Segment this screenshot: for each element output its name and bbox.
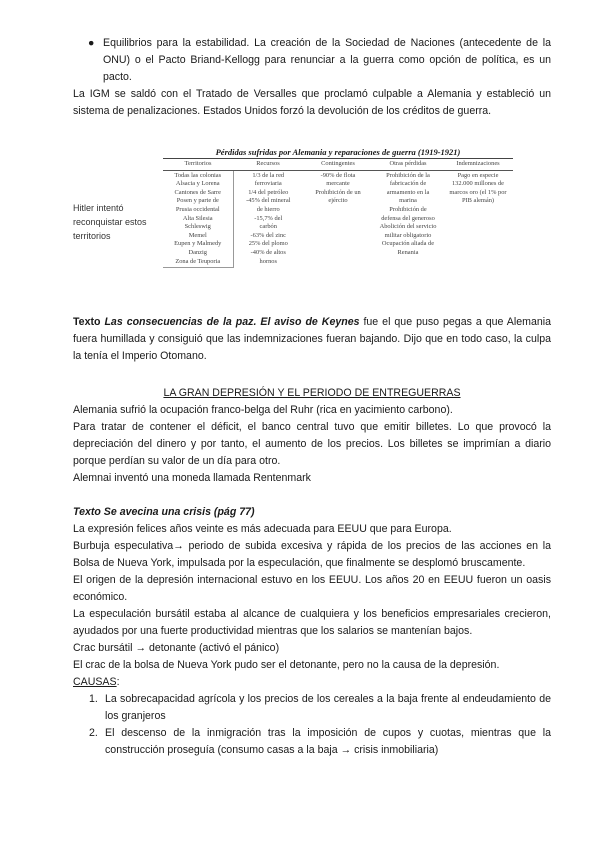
table-cell-line: 132.000 millones de xyxy=(451,180,504,188)
table-cell-line: Pago en especie xyxy=(457,171,499,179)
causas-label xyxy=(73,674,551,691)
table-header: Otras pérdidas xyxy=(373,159,443,170)
causas-word: CAUSAS xyxy=(73,676,117,688)
paragraph: Burbuja especulativa→ periodo de subida excesiva y rápida de los precios de las acciones en la Bolsa de Nueva York, impulsada por la especulación, que finalmente se desplomó bruscamente. xyxy=(73,540,551,569)
table-cell-line: Posen y parte de xyxy=(176,197,219,205)
table-cell-line: Abolición del servicio xyxy=(379,223,437,231)
table-header: Recursos xyxy=(233,159,303,170)
table-cell-line: Alsacia y Lorena xyxy=(175,180,220,188)
keynes-label-prefix: Texto xyxy=(73,316,105,328)
table-cell-line: armamento en la xyxy=(386,188,430,196)
paragraph: Alemania sufrió la ocupación franco-belga del Ruhr (rica en yacimiento carbono). xyxy=(73,404,453,416)
col-territorios xyxy=(163,170,233,268)
table-cell-line: -63% del zinc xyxy=(250,231,286,239)
table-cell-line: PIB alemán) xyxy=(461,197,495,205)
table-cell-line: Prohibición de la xyxy=(386,171,430,179)
reparations-table xyxy=(163,146,513,268)
table-cell-line: -15,7% del xyxy=(254,214,283,222)
causa-text: La sobrecapacidad agrícola y los precios de los cereales a la baja frente al endeudamiento de los granjeros xyxy=(105,693,551,722)
paragraph-keynes xyxy=(73,314,551,365)
table-cell-line: 25% del plomo xyxy=(248,240,288,248)
paragraph: La expresión felices años veinte es más adecuada para EEUU que para Europa. xyxy=(73,523,452,535)
paragraph: El crac de la bolsa de Nueva York pudo ser el detonante, pero no la causa de la depresión. xyxy=(73,659,500,671)
table-grid xyxy=(163,159,513,268)
bullet-item xyxy=(73,35,551,86)
paragraph-igm: La IGM se saldó con el Tratado de Versalles que proclamó culpable a Alemania y estableció un sistema de penalizaciones. Estados Unidos forzó la devolución de los créditos de guerra. xyxy=(73,88,551,117)
table-cell-line: ferroviaria xyxy=(254,180,282,188)
table-cell-line: Memel xyxy=(188,231,207,239)
paragraph: Crac bursátil → detonante (activó el pánico) xyxy=(73,642,280,654)
crisis-title: Texto Se avecina una crisis (pág 77) xyxy=(73,506,255,518)
table-cell-line: Eupen y Malmedy xyxy=(174,240,222,248)
table-cell-line: Cantones de Sarre xyxy=(174,188,221,196)
table-cell-line: Schleswig xyxy=(184,223,211,231)
table-cell-line: marcos oro (el 1% por xyxy=(449,188,507,196)
paragraph: El origen de la depresión internacional estuvo en los EEUU. Los años 20 en EEUU fueron un oasis económico. xyxy=(73,574,551,603)
table-cell-line: -45% del mineral xyxy=(246,197,291,205)
keynes-label-title: Las consecuencias de la paz. El aviso de Keynes xyxy=(104,316,360,328)
causa-number: 1. xyxy=(89,693,98,705)
document-page xyxy=(73,35,551,759)
table-cell-line: Prohibición de xyxy=(389,205,427,213)
figure-table xyxy=(73,146,551,296)
col-recursos xyxy=(233,170,303,268)
paragraph: La especulación bursátil estaba al alcance de cualquiera y los beneficios empresariales crecieron, ayudados por una fuerte productividad mientras que los salarios se mantenían bajos. xyxy=(73,608,551,637)
causa-number: 2. xyxy=(89,727,98,739)
table-title: Pérdidas sufridas por Alemania y reparaciones de guerra (1919-1921) xyxy=(163,146,513,159)
bullet-text: Equilibrios para la estabilidad. La creación de la Sociedad de Naciones (antecedente de la ONU) o el Pacto Briand-Kellogg para renunciar a la guerra como opción de política, es un pacto. xyxy=(103,37,551,83)
col-contingentes xyxy=(303,170,373,268)
table-cell-line: -40% de altos xyxy=(250,248,286,256)
table-cell-line: carbón xyxy=(259,223,277,231)
table-cell-line: mercante xyxy=(326,180,350,188)
table-cell-line: hornos xyxy=(259,257,277,265)
table-cell-line: fabricación de xyxy=(389,180,427,188)
col-indemnizaciones xyxy=(443,170,513,268)
table-cell-line: ejército xyxy=(328,197,348,205)
table-cell-line: Todas las colonias xyxy=(174,171,222,179)
table-cell-line: Prusia occidental xyxy=(175,205,220,213)
side-note: Hitler intentó reconquistar estos territorios xyxy=(73,203,147,241)
causa-item xyxy=(73,725,551,759)
table-cell-line: 1/4 del petróleo xyxy=(248,188,289,196)
causa-item xyxy=(73,691,551,725)
table-cell-line: Prohibición de un xyxy=(315,188,361,196)
table-cell-line: Alta Silesia xyxy=(182,214,213,222)
table-cell-line: militar obligatorio xyxy=(384,231,432,239)
bullet-dot: ● xyxy=(88,37,95,49)
table-cell-line: defensa del generoso xyxy=(381,214,435,222)
causa-text: El descenso de la inmigración tras la imposición de cupos y cuotas, mientras que la construcción proseguía (consumo casas a la baja → crisis inmobiliaria) xyxy=(105,727,551,756)
table-cell-line: marina xyxy=(399,197,417,205)
table-cell-line: Danzig xyxy=(188,248,207,256)
table-cell-line: Ocupación aliada de xyxy=(381,240,435,248)
keynes-text: fue el que puso pegas a que Alemania fuera humillada y consiguió que las indemnizaciones fueran bajando. Dijo que en todo caso, la culpa la tenía el Imperio Otomano. xyxy=(73,316,551,362)
table-cell-line: Renania xyxy=(397,248,419,256)
col-otras xyxy=(373,170,443,268)
table-cell-line: de hierro xyxy=(256,205,280,213)
section-heading: LA GRAN DEPRESIÓN Y EL PERIODO DE ENTREGUERRAS xyxy=(163,387,461,399)
table-header: Indemnizaciones xyxy=(443,159,513,170)
table-cell-line: -90% de flota xyxy=(320,171,356,179)
paragraph: Alemnai inventó una moneda llamada Rentenmark xyxy=(73,472,311,484)
table-header: Territorios xyxy=(163,159,233,170)
paragraph: Para tratar de contener el déficit, el banco central tuvo que emitir billetes. Lo que provocó la depreciación del dinero y por tanto, el aumento de los precios. Los billetes se imprimían a diario porque perdían su valor de un día para otro. xyxy=(73,421,551,467)
keynes-label xyxy=(73,316,359,328)
causas-colon: : xyxy=(116,676,120,688)
table-cell-line: 1/3 de la red xyxy=(252,171,285,179)
table-cell-line: Zona de Teuporia xyxy=(175,257,221,265)
table-header: Contingentes xyxy=(303,159,373,170)
